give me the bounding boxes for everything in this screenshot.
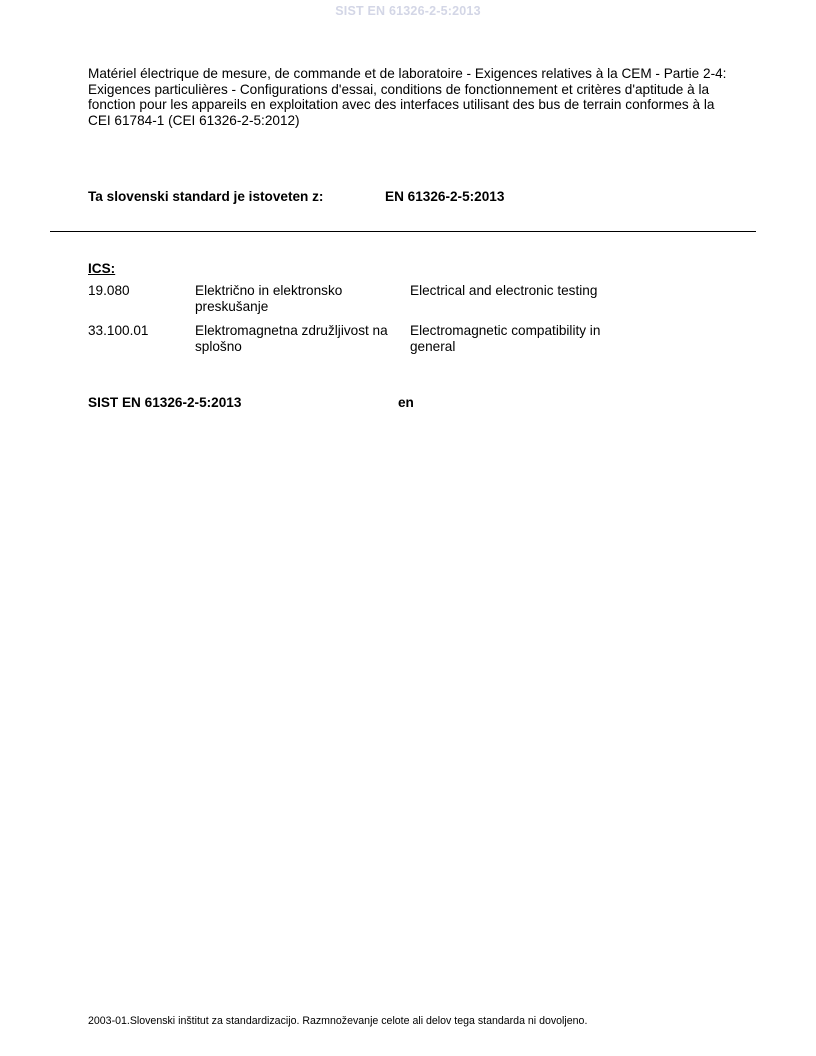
copyright-footer: 2003-01.Slovenski inštitut za standardizacijo. Razmnoževanje celote ali delov tega standarda ni dovoljeno. [88,1015,588,1027]
ics-slovenian-desc: Elektromagnetna združljivost na splošno [195,323,388,354]
french-title: Matériel électrique de mesure, de commande et de laboratoire - Exigences relatives à la CEM - Partie 2-4: Exigences particulières - Configurations d'essai, conditions de fonctionnement et critères d'aptitude à la fonction pour les appareils en exploitation avec des interfaces utilisant des bus de terrain conformes à la CEI 61784-1 (CEI 61326-2-5:2012) [88,66,727,128]
document-code: SIST EN 61326-2-5:2013 [88,395,242,410]
document-language: en [398,395,414,410]
ics-heading: ICS: [88,261,116,276]
horizontal-divider [50,231,756,232]
ics-english-desc: Electrical and electronic testing [410,283,598,298]
ics-code: 33.100.01 [88,323,149,338]
ics-english-desc: Electromagnetic compatibility in general [410,323,601,354]
identical-label: Ta slovenski standard je istoveten z: [88,189,324,204]
ics-code: 19.080 [88,283,130,298]
watermark-header: SIST EN 61326-2-5:2013 [335,4,481,18]
ics-slovenian-desc: Električno in elektronsko preskušanje [195,283,343,314]
identical-value: EN 61326-2-5:2013 [385,189,505,204]
